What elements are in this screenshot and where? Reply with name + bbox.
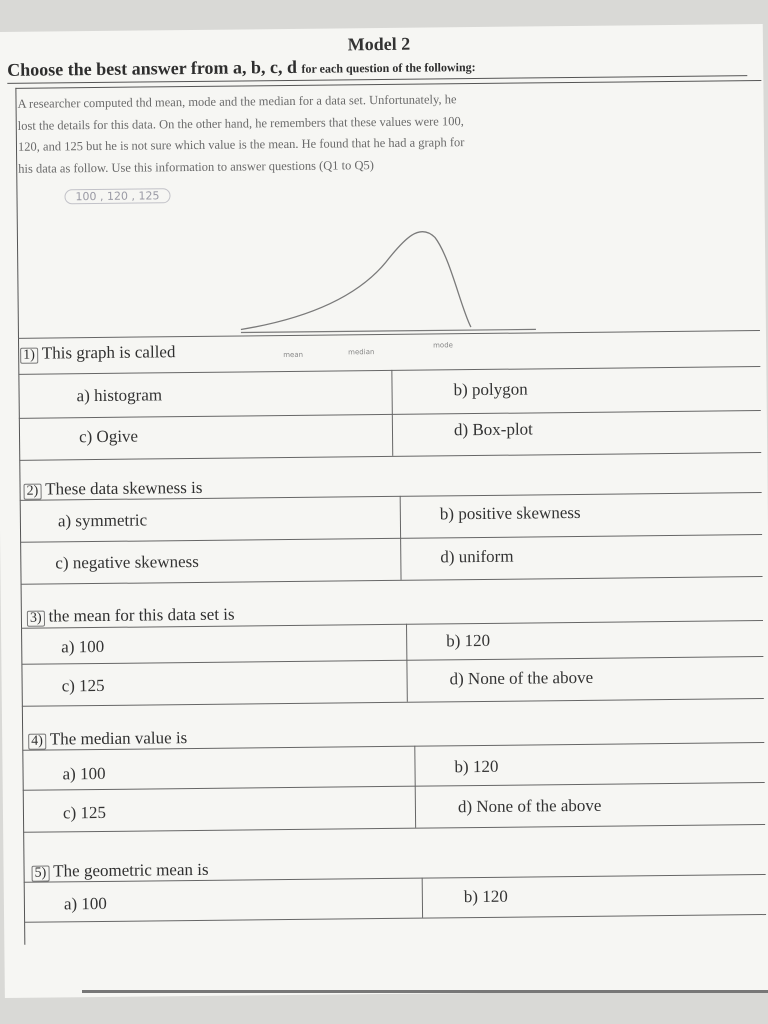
- pencil-mode: mode: [433, 341, 453, 350]
- question-number: 4): [28, 734, 46, 750]
- option-5b[interactable]: b) 120: [463, 886, 508, 907]
- question-number: 3): [27, 611, 45, 627]
- exam-paper: [0, 24, 768, 998]
- question-number: 5): [32, 866, 50, 882]
- passage-line: his data as follow. Use this information to answer questions (Q1 to Q5): [18, 157, 375, 176]
- passage-line: A researcher computed thd mean, mode and the median for a data set. Unfortunately, he: [17, 92, 457, 111]
- passage: [17, 86, 738, 180]
- question-number: 2): [24, 484, 42, 500]
- option-1b[interactable]: b) polygon: [453, 379, 528, 400]
- option-1c[interactable]: c) Ogive: [78, 426, 139, 447]
- question-3: [27, 605, 235, 627]
- instruction-text: Choose the best answer from a, b, c, d: [7, 56, 298, 80]
- option-3d[interactable]: d) None of the above: [449, 667, 594, 689]
- option-2c[interactable]: c) negative skewness: [55, 551, 199, 573]
- option-4d[interactable]: d) None of the above: [457, 795, 602, 817]
- question-number: 1): [20, 348, 38, 364]
- option-1a[interactable]: a) histogram: [76, 385, 163, 406]
- option-3c[interactable]: c) 125: [61, 675, 105, 696]
- handwritten-note: 100 , 120 , 125: [64, 188, 170, 204]
- option-2d[interactable]: d) uniform: [440, 546, 514, 567]
- page-edge: [82, 990, 768, 993]
- option-2b[interactable]: b) positive skewness: [439, 502, 581, 524]
- instruction-tail: for each question of the following:: [301, 60, 476, 76]
- passage-line: 120, and 125 but he is not sure which value is the mean. He found that he had a graph for: [17, 135, 465, 154]
- pencil-median: median: [348, 348, 375, 357]
- question-text: the mean for this data set is: [48, 604, 235, 626]
- question-text: The median value is: [49, 728, 188, 749]
- page-title: Model 2: [347, 33, 411, 55]
- passage-line: lost the details for this data. On the other hand, he remembers that these values were 100,: [17, 113, 464, 133]
- option-3a[interactable]: a) 100: [61, 636, 105, 657]
- distribution-graph: [235, 206, 541, 339]
- option-4c[interactable]: c) 125: [62, 802, 107, 823]
- skewed-curve: [240, 231, 471, 329]
- question-text: The geometric mean is: [53, 859, 209, 881]
- question-1: [20, 342, 175, 364]
- option-4a[interactable]: a) 100: [62, 763, 106, 784]
- option-1d[interactable]: d) Box-plot: [453, 419, 533, 440]
- option-3b[interactable]: b) 120: [446, 630, 491, 651]
- question-4: [28, 728, 187, 750]
- question-text: This graph is called: [41, 342, 176, 363]
- question-text: These data skewness is: [45, 477, 203, 499]
- option-2a[interactable]: a) symmetric: [57, 510, 148, 531]
- pencil-mean: mean: [283, 350, 304, 360]
- question-5: [31, 860, 208, 882]
- question-2: [23, 478, 202, 500]
- option-4b[interactable]: b) 120: [454, 756, 499, 777]
- option-5a[interactable]: a) 100: [63, 893, 107, 914]
